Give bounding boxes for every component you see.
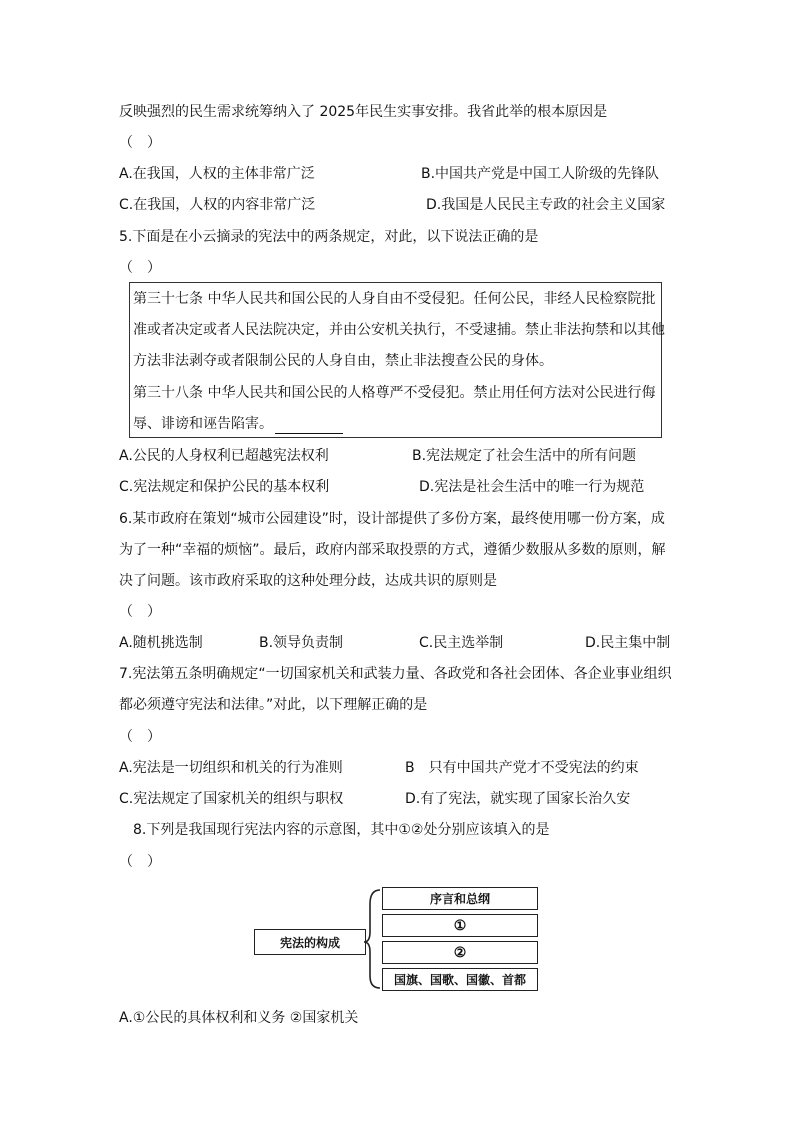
diagram-root-box: 宪法的构成	[254, 929, 366, 955]
q8-answer-paren: （ ）	[119, 854, 161, 870]
q5-option-c: C.宪法规定和保护公民的基本权利	[119, 479, 330, 495]
q7-option-b: B 只有中国共产党才不受宪法的约束	[405, 760, 639, 776]
q4-option-d: D.我国是人民民主专政的社会主义国家	[426, 197, 666, 213]
constitution-structure-diagram	[254, 884, 544, 994]
q6-option-a: A.随机挑选制	[119, 635, 203, 651]
q6-stem-line2: 为了一种“幸福的烦恼”。最后，政府内部采取投票的方式，遵循少数服从多数的原则，解	[119, 542, 666, 558]
q4-option-c: C.在我国，人权的内容非常广泛	[119, 197, 316, 213]
diagram-item-preamble: 序言和总纲	[382, 887, 538, 910]
fill-blank-underline	[275, 419, 343, 434]
q4-option-b: B.中国共产党是中国工人阶级的先锋队	[421, 166, 660, 182]
excerpt-line: 准或者决定或者人民法院决定，并由公安机关执行，不受逮捕。禁止非法拘禁和以其他	[133, 322, 665, 338]
q7-stem-line1: 7.宪法第五条明确规定“一切国家机关和武装力量、各政党和各社会团体、各企业事业组织	[119, 666, 672, 682]
excerpt-line: 方法非法剥夺或者限制公民的人身自由，禁止非法搜查公民的身体。	[133, 353, 553, 369]
q8-option-a: A.①公民的具体权利和义务 ②国家机关	[119, 1010, 359, 1026]
q4-stem-continued: 反映强烈的民生需求统筹纳入了 2025年民生实事安排。我省此举的根本原因是	[119, 104, 608, 120]
diagram-item-blank-1: ①	[382, 914, 538, 937]
q7-stem-line2: 都必须遵守宪法和法律。”对此，以下理解正确的是	[119, 697, 428, 713]
q4-option-a: A.在我国，人权的主体非常广泛	[119, 166, 315, 182]
q4-answer-paren: （ ）	[119, 135, 161, 151]
q6-option-b: B.领导负责制	[259, 635, 344, 651]
q8-stem: 8.下列是我国现行宪法内容的示意图，其中①②处分别应该填入的是	[133, 822, 550, 838]
q7-answer-paren: （ ）	[119, 729, 161, 745]
q7-option-d: D.有了宪法，就实现了国家长治久安	[405, 791, 631, 807]
q5-answer-paren: （ ）	[119, 260, 161, 276]
excerpt-line: 第三十八条 中华人民共和国公民的人格尊严不受侵犯。禁止用任何方法对公民进行侮	[133, 385, 656, 401]
diagram-item-blank-2: ②	[382, 941, 538, 964]
q7-option-a: A.宪法是一切组织和机关的行为准则	[119, 760, 343, 776]
q5-option-d: D.宪法是社会生活中的唯一行为规范	[419, 479, 645, 495]
q5-stem: 5.下面是在小云摘录的宪法中的两条规定，对此，以下说法正确的是	[119, 229, 539, 245]
q6-stem-line3: 决了问题。该市政府采取的这种处理分歧，达成共识的原则是	[119, 573, 497, 589]
q6-option-d: D.民主集中制	[585, 635, 671, 651]
excerpt-line-text: 辱、诽谤和诬告陷害。	[133, 416, 273, 432]
q5-option-a: A.公民的人身权利已超越宪法权利	[119, 448, 329, 464]
q7-option-c: C.宪法规定了国家机关的组织与职权	[119, 791, 344, 807]
diagram-item-flag-anthem: 国旗、国歌、国徽、首都	[382, 968, 538, 991]
constitution-excerpt-box	[129, 282, 665, 438]
q6-answer-paren: （ ）	[119, 604, 161, 620]
excerpt-line: 第三十七条 中华人民共和国公民的人身自由不受侵犯。任何公民，非经人民检察院批	[133, 291, 656, 307]
q6-option-c: C.民主选举制	[419, 635, 504, 651]
q6-stem-line1: 6.某市政府在策划“城市公园建设”时，设计部提供了多份方案，最终使用哪一份方案，成	[119, 511, 665, 527]
q5-option-b: B.宪法规定了社会生活中的所有问题	[412, 448, 637, 464]
excerpt-line	[133, 414, 343, 434]
